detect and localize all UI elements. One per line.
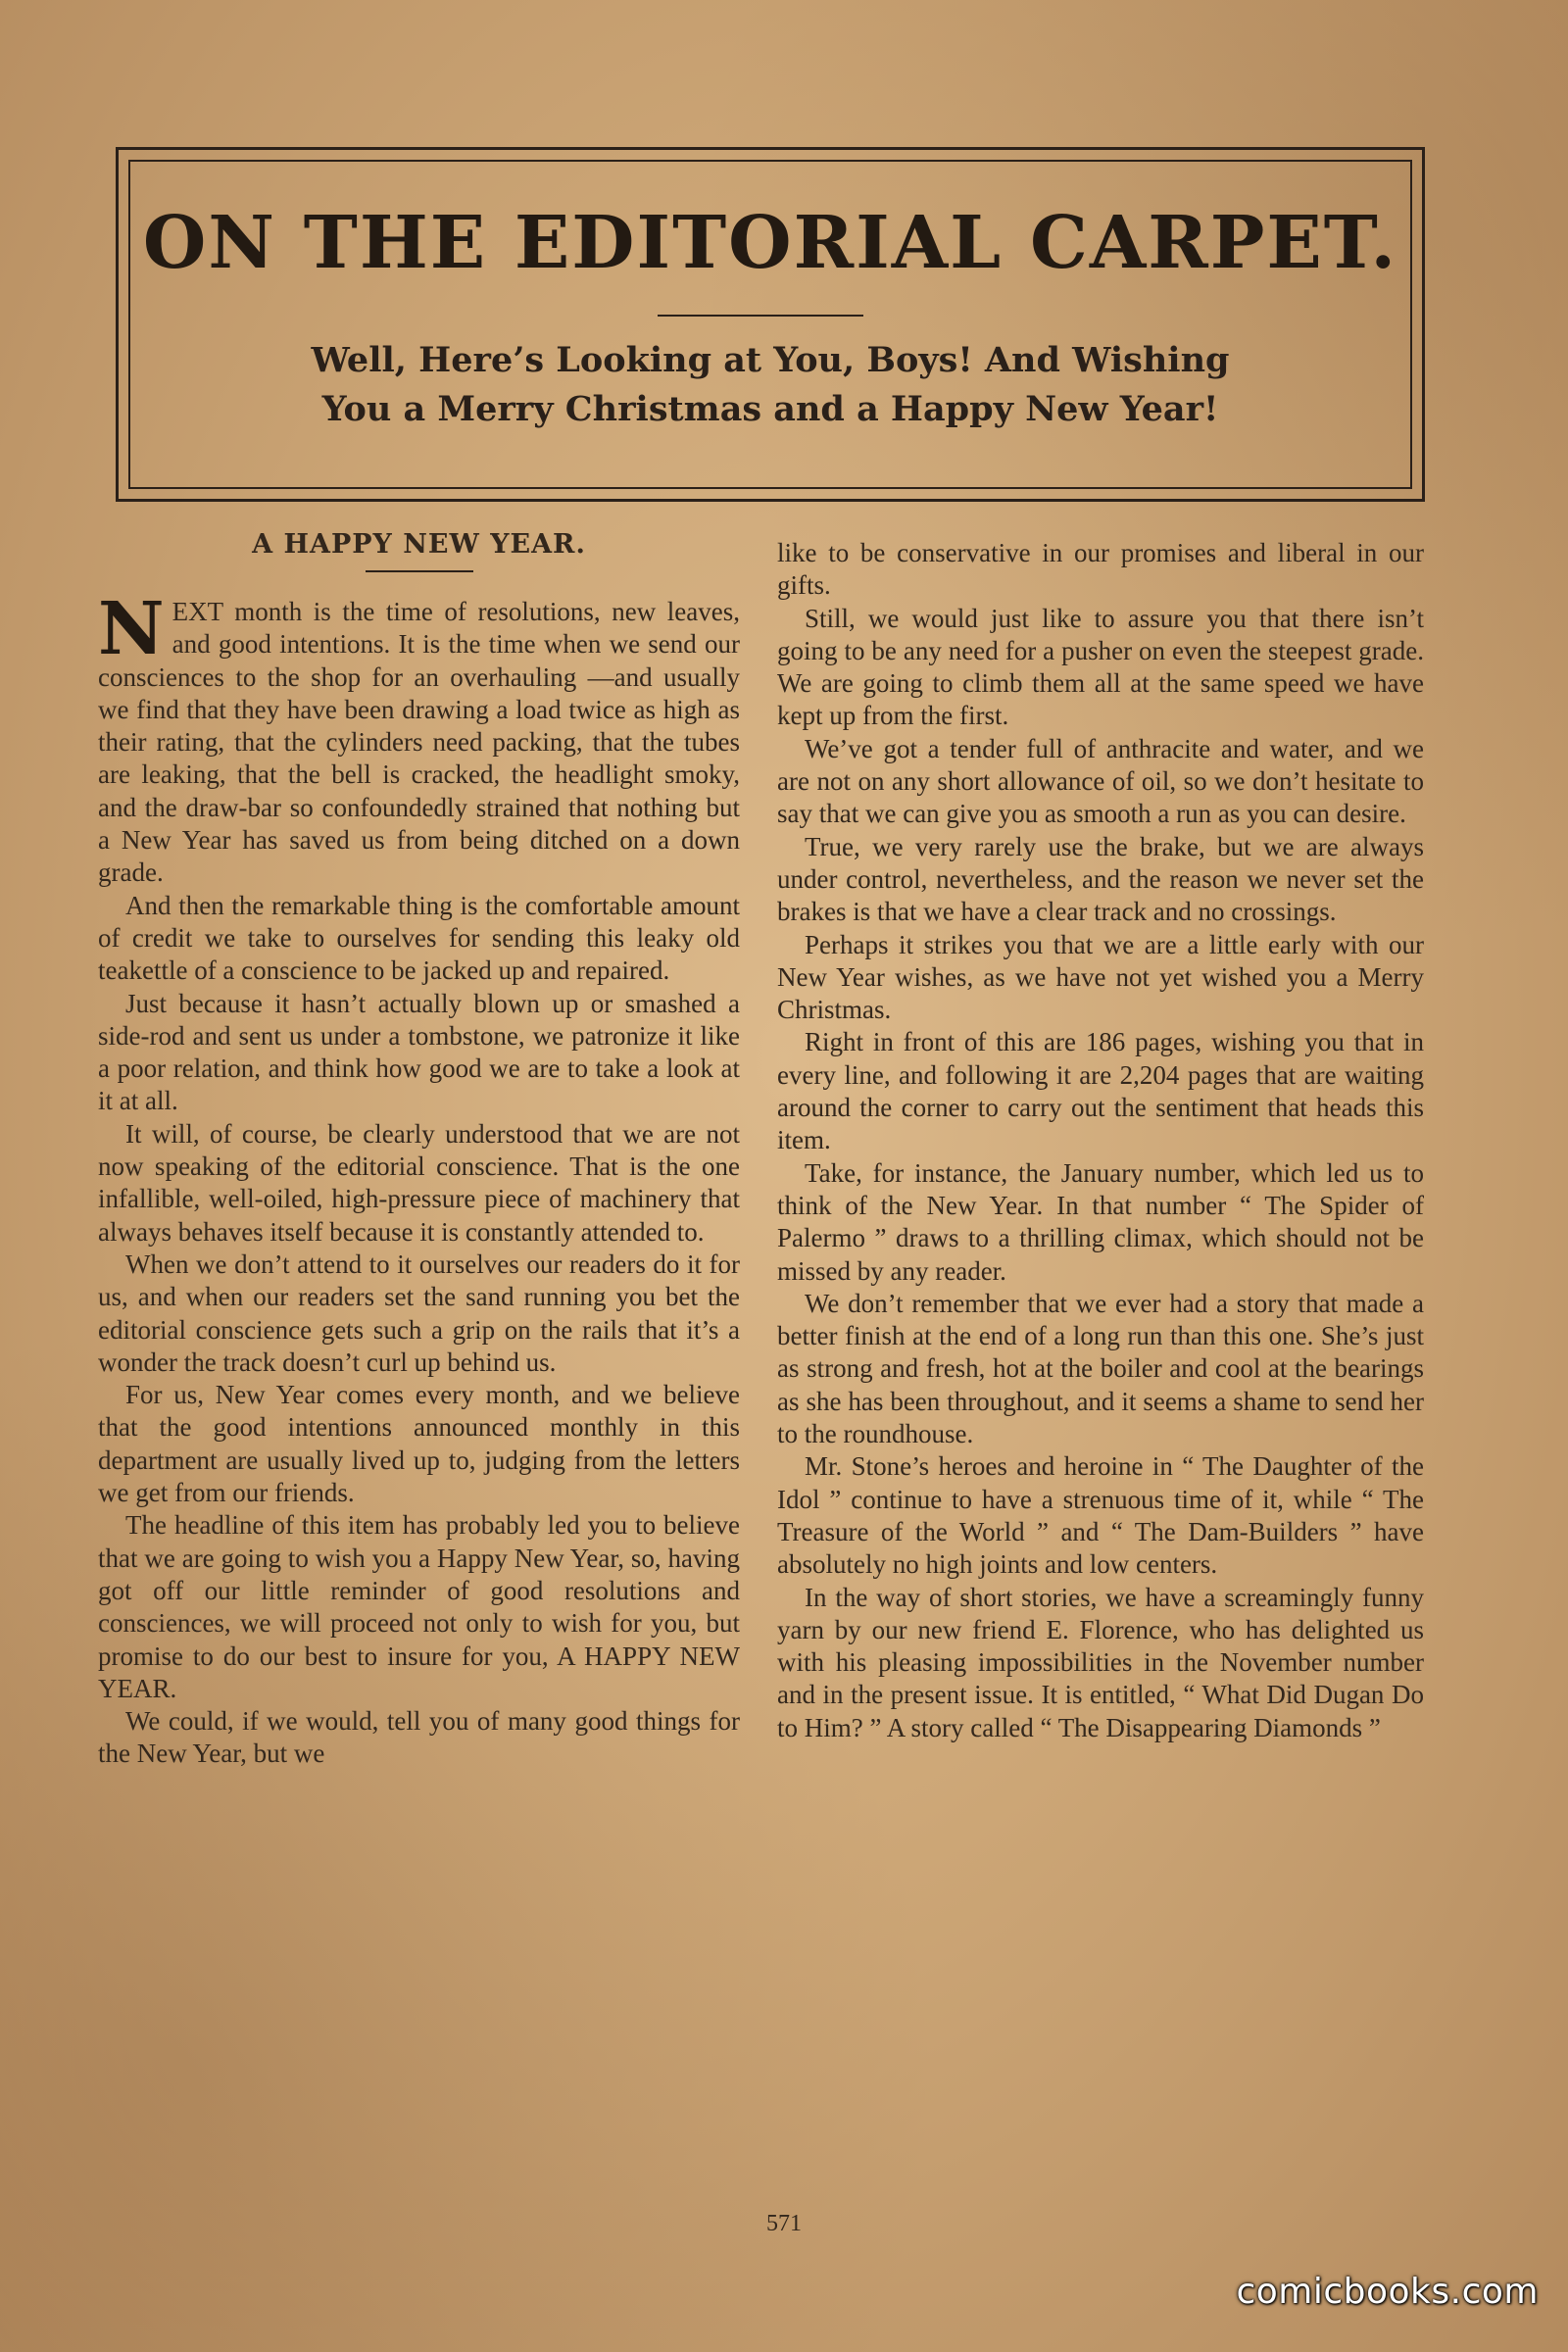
paragraph: We could, if we would, tell you of many good things for the New Year, but we [98,1706,740,1769]
paragraph: In the way of short stories, we have a screamingly funny yarn by our new friend E. Florence, who has delighted us with his pleasing impossibilities in the November number and in the present issue. It is entitled, “ What Did Dugan Do to Him? ” A story called “ The Disappearing Diamonds ” [777,1582,1424,1742]
paragraph: And then the remarkable thing is the comfortable amount of credit we take to ourselves for sending this leaky old teakettle of a conscience to be jacked up and repaired. [98,890,740,986]
paragraph: We’ve got a tender full of anthracite and water, and we are not on any short allowance of oil, so we don’t hesitate to say that we can give you as smooth a run as you can desire. [777,733,1424,829]
paragraph [98,587,740,890]
page-number: 571 [766,2211,802,2236]
title-divider [658,315,863,317]
left-column [98,527,740,1771]
paragraph: When we don’t attend to it ourselves our readers do it for us, and when our readers set the sand running you bet the editorial conscience gets such a grip on the rails that it’s a wonder the track doesn’t curl up behind us. [98,1249,740,1377]
paragraph-text: EXT month is the time of resolutions, new leaves, and good intentions. It is the time when we send our consciences to the shop for an overhauling —and usually we find that they have been drawing a load twice as high as their rating, that the cylinders need packing, that the tubes are leaking, that the bell is cracked, the headlight smoky, and the draw-bar so confoundedly strained that nothing but a New Year has saved us from being ditched on a down grade. [98,597,740,888]
paragraph: like to be conservative in our promises and liberal in our gifts. [777,538,1424,601]
paragraph: Perhaps it strikes you that we are a little early with our New Year wishes, as we have not yet wished you a Merry Christmas. [777,929,1424,1025]
article-heading: A HAPPY NEW YEAR. [252,529,586,560]
paragraph: For us, New Year comes every month, and we believe that the good intentions announced monthly in this department are usually lived up to, judging from the letters we get from our friends. [98,1380,740,1508]
header-box [116,147,1425,502]
site-watermark: comicbooks.com [1236,2272,1539,2312]
subtitle [119,336,1422,434]
heading-divider [366,570,473,572]
paragraph: Take, for instance, the January number, which led us to think of the New Year. In that number “ The Spider of Palermo ” draws to a thrilling climax, which should not be missed by any reader. [777,1157,1424,1286]
subtitle-line-1: Well, Here’s Looking at You, Boys! And Wishing [311,340,1230,380]
paragraph: Still, we would just like to assure you that there isn’t going to be any need for a pusher on even the steepest grade. We are going to climb them all at the same speed we have kept up from the first. [777,603,1424,731]
paragraph: We don’t remember that we ever had a story that made a better finish at the end of a long run than this one. She’s just as strong and fresh, hot at the boiler and cool at the bearings as she has been throughout, and it seems a shame to send her to the roundhouse. [777,1288,1424,1449]
right-column [777,537,1424,1744]
paragraph: It will, of course, be clearly understood that we are not now speaking of the editorial conscience. That is the one infallible, well-oiled, high-pressure piece of machinery that always behaves itself because it is constantly attended to. [98,1118,740,1247]
page-title: ON THE EDITORIAL CARPET. [142,201,1398,285]
paragraph: Right in front of this are 186 pages, wishing you that in every line, and following it are 2,204 pages that are waiting around the corner to carry out the sentiment that heads this item. [777,1027,1424,1155]
paragraph: Just because it hasn’t actually blown up or smashed a side-rod and sent us under a tombstone, we patronize it like a poor relation, and think how good we are to take a look at it at all. [98,988,740,1116]
drop-cap: N [98,587,165,671]
paragraph: The headline of this item has probably led you to believe that we are going to wish you a Happy New Year, so, having got off our little reminder of good resolutions and consciences, we will proceed not only to wish for you, but promise to do our best to insure for you, A HAPPY NEW YEAR. [98,1510,740,1703]
paragraph: True, we very rarely use the brake, but we are always under control, nevertheless, and the reason we never set the brakes is that we have a clear track and no crossings. [777,831,1424,927]
subtitle-line-2: You a Merry Christmas and a Happy New Year! [321,389,1219,429]
paragraph: Mr. Stone’s heroes and heroine in “ The Daughter of the Idol ” continue to have a strenuous time of it, while “ The Treasure of the World ” and “ The Dam-Builders ” have absolutely no high joints and low centers. [777,1451,1424,1580]
